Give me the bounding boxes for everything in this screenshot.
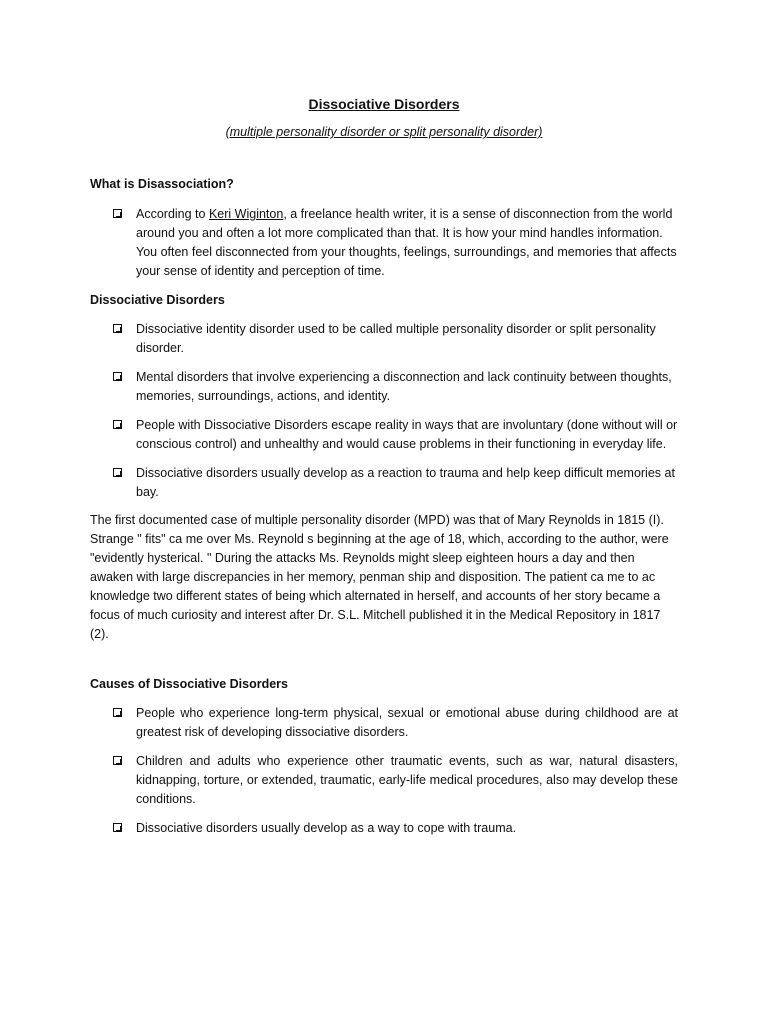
document-subtitle: (multiple personality disorder or split personality disorder) xyxy=(225,125,543,139)
list-item-text: Children and adults who experience other traumatic events, such as war, natural disasters, kidnapping, torture, or extended, traumatic, early-life medical procedures, also may develop these conditions. xyxy=(136,754,678,806)
checkbox-bullet-icon xyxy=(113,756,122,765)
list-item-text: Dissociative disorders usually develop as a way to cope with trauma. xyxy=(136,821,517,835)
history-paragraph: The first documented case of multiple personality disorder (MPD) was that of Mary Reynolds in 1815 (I). Strange " fits" ca me over Ms. Reynold s beginning at the age of 18, which, according to the author, were "evidently hysterical. " During the attacks Ms. Reynolds might sleep eighteen hours a day and then awaken with large discrepancies in her memory, penman ship and disposition. The patient ca me to ac knowledge two different states of being which alternated in herself, and accounts of her story became a focus of much curiosity and interest after Dr. S.L. Mitchell published it in the Medical Repository in 1817 (2). xyxy=(90,513,669,641)
dissociative-disorders-list xyxy=(90,320,678,502)
list-item xyxy=(90,819,678,838)
list-item xyxy=(90,752,678,809)
list-item-text: People with Dissociative Disorders escape reality in ways that are involuntary (done without will or conscious control) and unhealthy and would cause problems in their functioning in everyday life. xyxy=(136,418,678,451)
document-title: Dissociative Disorders xyxy=(308,96,460,112)
causes-list xyxy=(90,704,678,838)
section-heading-dissociative-disorders: Dissociative Disorders xyxy=(90,293,225,307)
checkbox-bullet-icon xyxy=(113,372,122,381)
list-item xyxy=(90,205,678,281)
disassociation-list xyxy=(90,205,678,281)
checkbox-bullet-icon xyxy=(113,708,122,717)
author-link[interactable]: Keri Wiginton xyxy=(208,207,284,221)
list-item xyxy=(90,368,678,406)
list-item xyxy=(90,416,678,454)
section-heading-what-is-disassociation: What is Disassociation? xyxy=(90,177,234,191)
list-item-text: Dissociative identity disorder used to be called multiple personality disorder or split personality disorder. xyxy=(136,322,656,355)
list-item-prefix: According to xyxy=(136,207,209,221)
checkbox-bullet-icon xyxy=(113,823,122,832)
list-item xyxy=(90,320,678,358)
checkbox-bullet-icon xyxy=(113,420,122,429)
checkbox-bullet-icon xyxy=(113,324,122,333)
list-item xyxy=(90,464,678,502)
section-heading-causes: Causes of Dissociative Disorders xyxy=(90,677,288,691)
list-item-text: People who experience long-term physical, sexual or emotional abuse during childhood are at greatest risk of developing dissociative disorders. xyxy=(136,706,678,739)
checkbox-bullet-icon xyxy=(113,468,122,477)
list-item-text: Dissociative disorders usually develop as a reaction to trauma and help keep difficult memories at bay. xyxy=(136,466,675,499)
list-item-suffix: , a freelance health writer, it is a sense of disconnection from the world around you and often a lot more complicated than that. It is how your mind handles information. You often feel disconnected from your thoughts, feelings, surroundings, and memories that affects your sense of identity and perception of time. xyxy=(136,207,677,278)
checkbox-bullet-icon xyxy=(113,209,122,218)
list-item-text: Mental disorders that involve experiencing a disconnection and lack continuity between thoughts, memories, surroundings, actions, and identity. xyxy=(136,370,672,403)
list-item xyxy=(90,704,678,742)
